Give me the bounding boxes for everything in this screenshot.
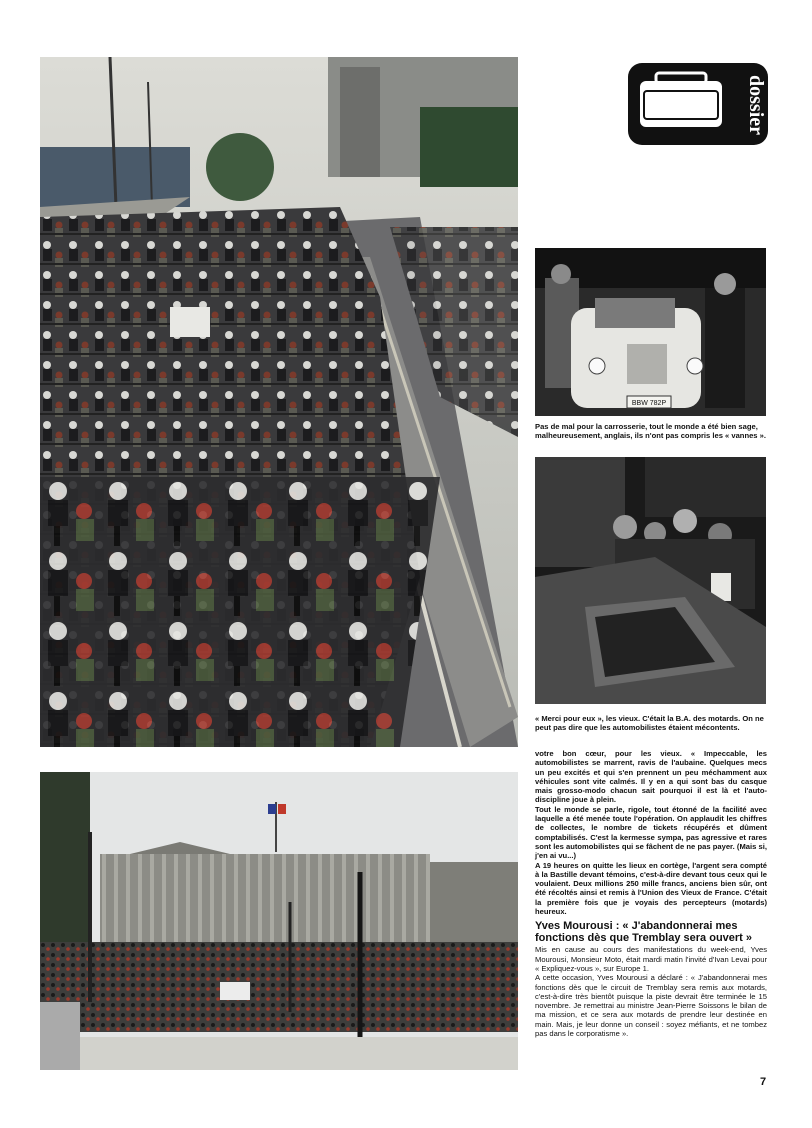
page-number: 7 [760, 1076, 767, 1088]
license-plate: BBW 782P [631, 400, 667, 407]
motorcycle-rally-photo [40, 57, 518, 747]
dossier-label: dossier [745, 75, 767, 135]
dossier-logo [626, 61, 770, 147]
place-de-la-concorde-photo [40, 772, 518, 1070]
rolls-royce-photo [535, 248, 766, 416]
article-subheading: Yves Mourousi : « J'abandonnerai mes fonctions dès que Tremblay sera ouvert » [535, 920, 753, 945]
article-paragraph: Mis en cause au cours des manifestations du week-end, Yves Mourousi, Monsieur Moto, était mardi matin l'invité d'Ivan Levai pour « Expliquez-vous », sur Europe 1. [535, 945, 767, 973]
crowd-car-photo [535, 457, 766, 704]
article-paragraph: A cette occasion, Yves Mourousi a déclaré : « J'abandonnerai mes fonctions dès que le circuit de Tremblay sera remis aux motards, c'est-à-dire très bientôt puisque la piste devrait être terminée le 15 novembre. Je remettrai au ministre Jean-Pierre Soissons le bilan de ma mission, et ce sera aux motards de prendre leur destinée en main. Mais, je leur donne un conseil : soyez méfiants, et ne tombez pas dans le corporatisme ». [535, 973, 767, 1039]
article-paragraph: A 19 heures on quitte les lieux en cortège, l'argent sera compté à la Bastille devant témoins, c'est-à-dire devant tous ceux qui le voulaient. Deux millions 250 mille francs, anciens bien sûr, ont été récoltés ainsi et remis à l'Union des Vieux de France. C'était la première fois que je voyais des percepteurs (motards) heureux. [535, 860, 767, 917]
rolls-photo-caption: Pas de mal pour la carrosserie, tout le monde a été bien sage, malheureusement, anglais, ils n'ont pas compris les « vannes ». [535, 422, 766, 441]
article-paragraph: votre bon cœur, pour les vieux. « Impeccable, les automobilistes se marrent, ravis de l'aubaine. Quelques mecs un peu excités et qui s'en prennent un peu méchamment aux véhicules sont vite calmés. Il y en a qui sont bas du casque mais grosso-modo chacun sait pourquoi il est là et l'auto-discipline joue à plein. [535, 749, 767, 805]
crowd-photo-caption: « Merci pour eux », les vieux. C'était la B.A. des motards. On ne peut pas dire que les automobilistes étaient mécontents. [535, 714, 764, 733]
article-paragraph: Tout le monde se parle, rigole, tout étonné de la facilité avec laquelle a été menée toute l'opération. On applaudit les chiffres de collectes, le nombre de tickets récupérés et dûment comptabilisés. C'est la kermesse sympa, pas agressive et rares sont les automobilistes qui se fâchent de ne pas payer. (Mais si, j'en ai vu...) [535, 804, 767, 861]
article-body [535, 749, 767, 1038]
